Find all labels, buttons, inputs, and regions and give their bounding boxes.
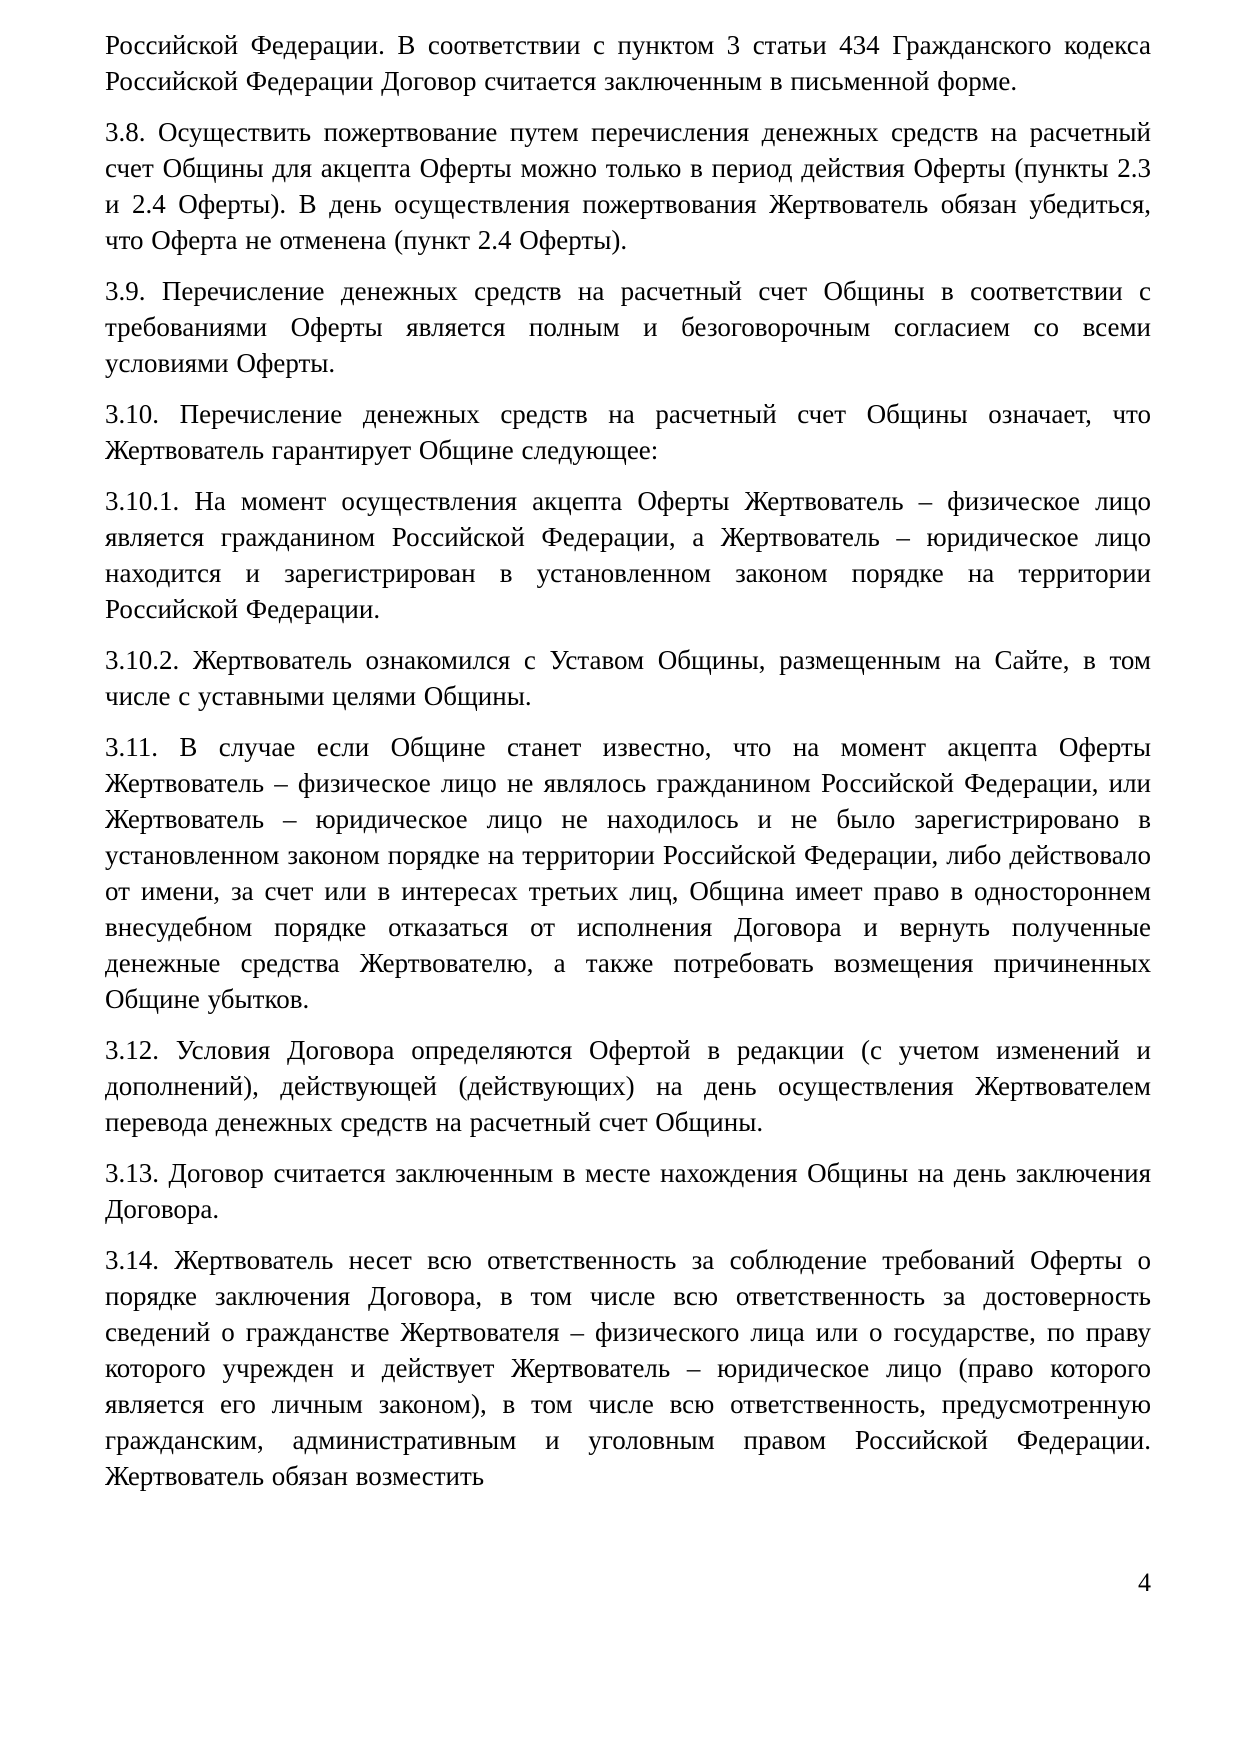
paragraph-continuation: Российской Федерации. В соответствии с пунктом 3 статьи 434 Гражданского кодекса Российской Федерации Договор считается заключенным в письменной форме. <box>105 30 1151 96</box>
paragraph-3-10-1: 3.10.1. На момент осуществления акцепта Оферты Жертвователь – физическое лицо является гражданином Российской Федерации, а Жертвователь – юридическое лицо находится и зарегистрирован в установленном законом порядке на территории Российской Федерации. <box>105 486 1151 624</box>
paragraph-3-11: 3.11. В случае если Общине станет известно, что на момент акцепта Оферты Жертвователь – физическое лицо не являлось гражданином Российской Федерации, или Жертвователь – юридическое лицо не находилось и не было зарегистрировано в установленном законом порядке на территории Российской Федерации, либо действовало от имени, за счет или в интересах третьих лиц, Община имеет право в одностороннем внесудебном порядке отказаться от исполнения Договора и вернуть полученные денежные средства Жертвователю, а также потребовать возмещения причиненных Общине убытков. <box>105 732 1151 1014</box>
paragraph-3-8: 3.8. Осуществить пожертвование путем перечисления денежных средств на расчетный счет Общины для акцепта Оферты можно только в период действия Оферты (пункты 2.3 и 2.4 Оферты). В день осуществления пожертвования Жертвователь обязан убедиться, что Оферта не отменена (пункт 2.4 Оферты). <box>105 117 1151 255</box>
paragraph-3-13: 3.13. Договор считается заключенным в месте нахождения Общины на день заключения Договора. <box>105 1158 1151 1224</box>
paragraph-3-10-2: 3.10.2. Жертвователь ознакомился с Уставом Общины, размещенным на Сайте, в том числе с уставными целями Общины. <box>105 645 1151 711</box>
paragraph-3-14: 3.14. Жертвователь несет всю ответственность за соблюдение требований Оферты о порядке заключения Договора, в том числе всю ответственность за достоверность сведений о гражданстве Жертвователя – физического лица или о государстве, по праву которого учрежден и действует Жертвователь – юридическое лицо (право которого является его личным законом), в том числе всю ответственность, предусмотренную гражданским, административным и уголовным правом Российской Федерации. Жертвователь обязан возместить <box>105 1245 1151 1491</box>
paragraph-3-10: 3.10. Перечисление денежных средств на расчетный счет Общины означает, что Жертвователь гарантирует Общине следующее: <box>105 399 1151 465</box>
paragraph-3-12: 3.12. Условия Договора определяются Офертой в редакции (с учетом изменений и дополнений), действующей (действующих) на день осуществления Жертвователем перевода денежных средств на расчетный счет Общины. <box>105 1035 1151 1137</box>
page-number: 4 <box>1138 1568 1151 1597</box>
paragraph-3-9: 3.9. Перечисление денежных средств на расчетный счет Общины в соответствии с требованиями Оферты является полным и безоговорочным согласием со всеми условиями Оферты. <box>105 276 1151 378</box>
